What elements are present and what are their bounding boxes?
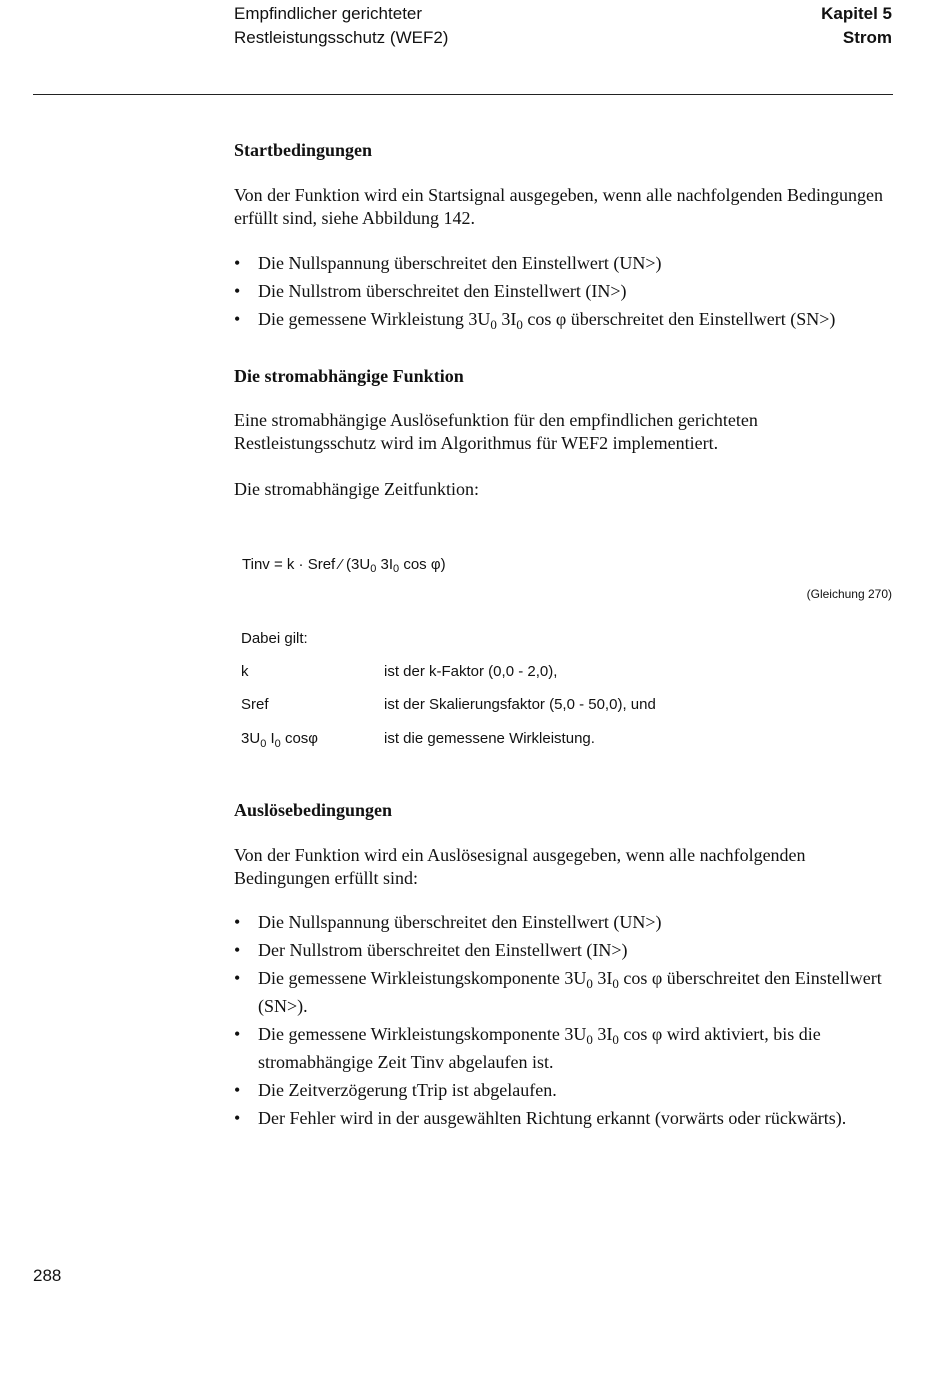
- definition-term-power: $3U_0$ $I_0$ cosφ: [241, 730, 319, 750]
- equation-tinv: Tinv = k · Sref ⁄ ($3U_0$ $3I_0$ cos φ): [242, 556, 446, 575]
- header-title-line1: Empfindlicher gerichteter: [234, 4, 423, 23]
- list-item: • Die gemessene Wirkleistung $3U_0$ $3I_0$ cos φ überschreitet den Einstellwert (SN>): [234, 308, 894, 336]
- heading-inverse-function: Die stromabhängige Funktion: [234, 366, 464, 386]
- definitions-title: Dabei gilt:: [241, 630, 308, 647]
- header-chapter-number: Kapitel 5: [821, 4, 892, 23]
- start-conditions-list: [234, 252, 894, 341]
- definition-term-sref: Sref: [241, 696, 269, 713]
- list-item: • Die gemessene Wirkleistungskomponente $3U_0$ $3I_0$ cos φ wird aktiviert, bis die stromabhängige Zeit Tinv abgelaufen ist.: [234, 1023, 894, 1074]
- definition-desc-power: ist die gemessene Wirkleistung.: [384, 730, 595, 747]
- header-divider: [33, 94, 893, 95]
- header-title-line2: Restleistungsschutz (WEF2): [234, 28, 449, 47]
- equation-number: (Gleichung 270): [806, 587, 892, 601]
- list-item: • Die gemessene Wirkleistungskomponente $3U_0$ $3I_0$ cos φ überschreitet den Einstellwert (SN>).: [234, 967, 894, 1018]
- list-item: • Die Zeitverzögerung tTrip ist abgelaufen.: [234, 1079, 894, 1102]
- list-item: • Die Nullspannung überschreitet den Einstellwert (UN>): [234, 252, 894, 275]
- list-item: • Der Nullstrom überschreitet den Einstellwert (IN>): [234, 939, 894, 962]
- heading-trip-conditions: Auslösebedingungen: [234, 800, 393, 820]
- running-header-chapter: [821, 2, 892, 50]
- running-header-title: [234, 2, 448, 50]
- definition-term-k: k: [241, 663, 249, 680]
- definition-desc-k: ist der k-Faktor (0,0 - 2,0),: [384, 663, 558, 680]
- paragraph-start-intro: Von der Funktion wird ein Startsignal ausgegeben, wenn alle nachfolgenden Bedingungen erfüllt sind, siehe Abbildung 142.: [234, 185, 884, 228]
- trip-conditions-list: [234, 911, 894, 1135]
- paragraph-trip-intro: Von der Funktion wird ein Auslösesignal ausgegeben, wenn alle nachfolgenden Bedingungen erfüllt sind:: [234, 845, 806, 888]
- paragraph-inverse-description: Eine stromabhängige Auslösefunktion für den empfindlichen gerichteten Restleistungsschutz wird im Algorithmus für WEF2 implementiert.: [234, 410, 758, 453]
- list-item: • Die Nullstrom überschreitet den Einstellwert (IN>): [234, 280, 894, 303]
- paragraph-inverse-time-intro: Die stromabhängige Zeitfunktion:: [234, 479, 479, 499]
- list-item: • Die Nullspannung überschreitet den Einstellwert (UN>): [234, 911, 894, 934]
- heading-start-conditions: Startbedingungen: [234, 140, 373, 160]
- definition-desc-sref: ist der Skalierungsfaktor (5,0 - 50,0), und: [384, 696, 656, 713]
- page-number: 288: [33, 1266, 62, 1285]
- list-item: • Der Fehler wird in der ausgewählten Richtung erkannt (vorwärts oder rückwärts).: [234, 1107, 894, 1130]
- header-chapter-name: Strom: [842, 28, 892, 47]
